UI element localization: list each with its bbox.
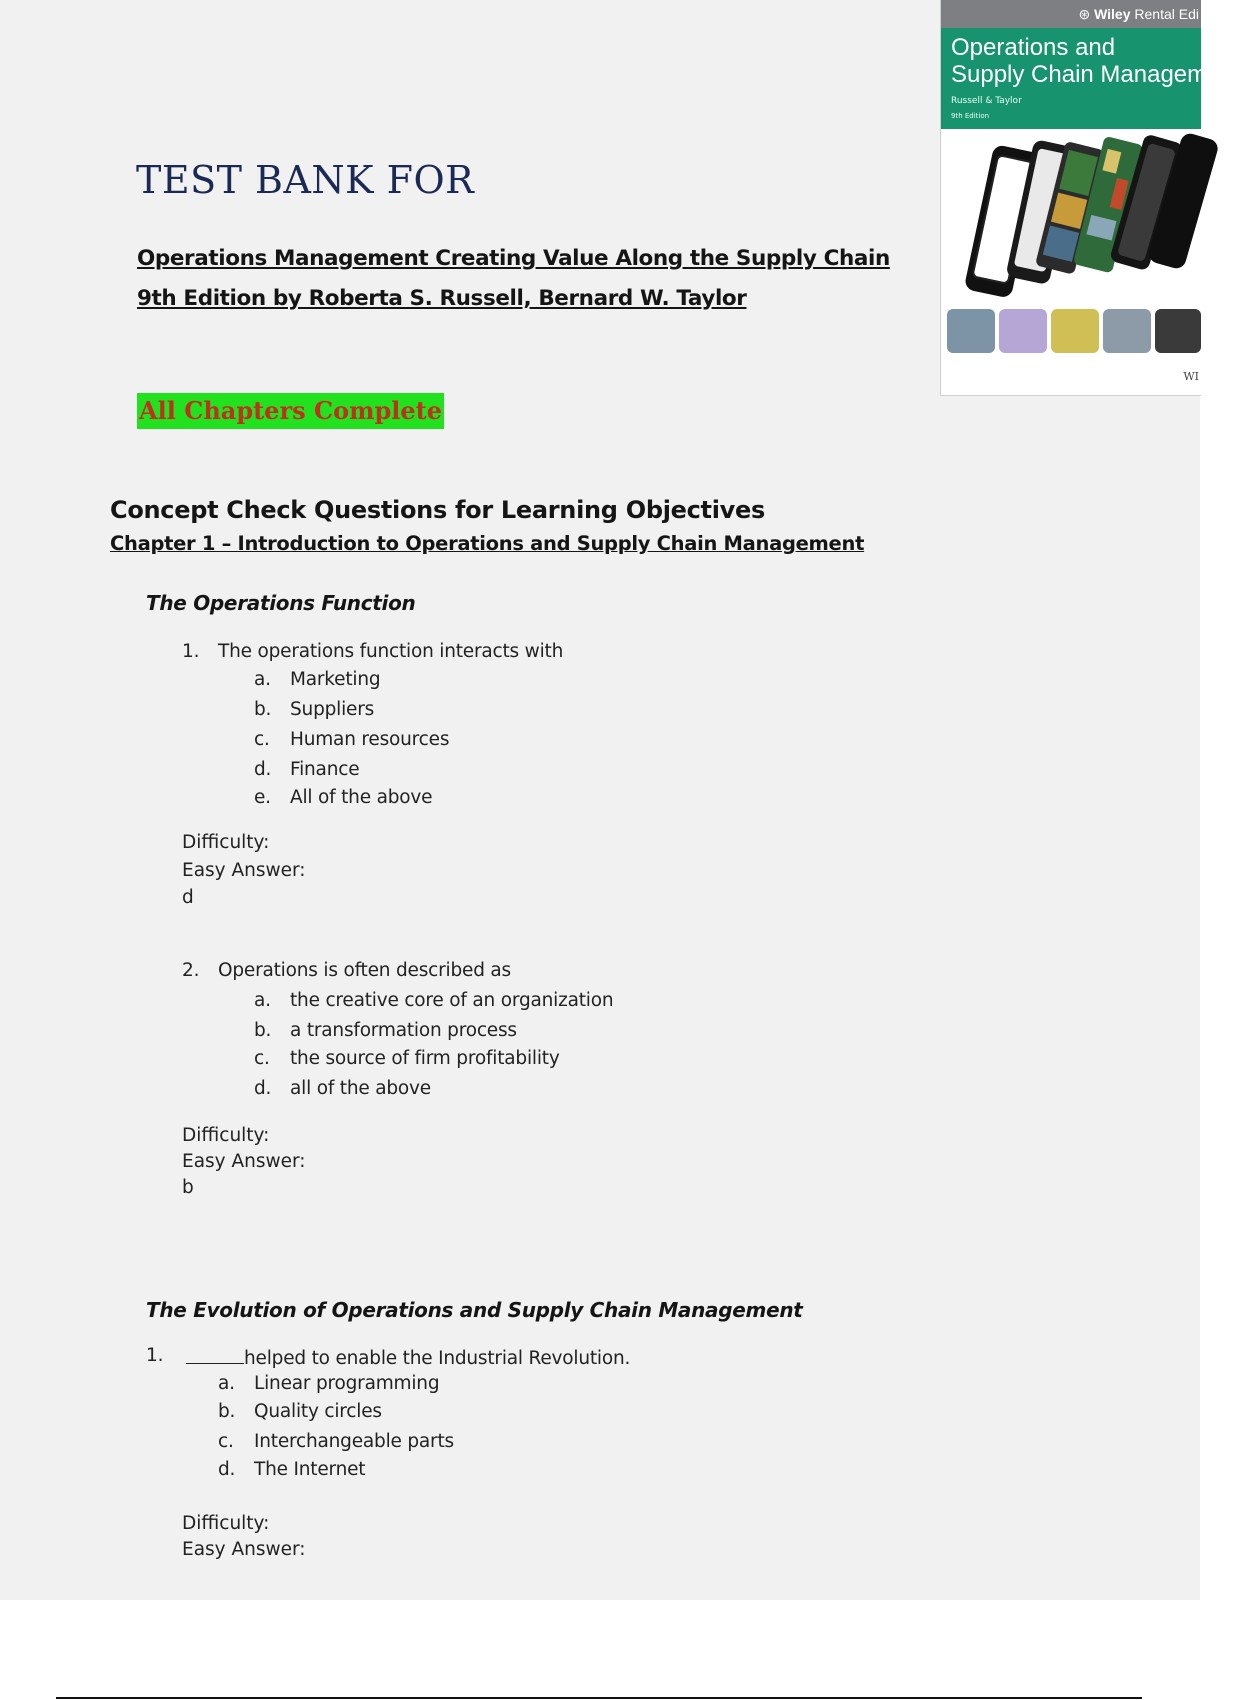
cover-title <box>951 34 1234 88</box>
option-letter: c. <box>254 729 270 750</box>
question-text: Operations is often described as <box>218 960 511 981</box>
cover-publisher-logo <box>1078 6 1199 23</box>
option-letter: e. <box>254 787 271 808</box>
option-text: the creative core of an organization <box>290 990 614 1011</box>
option-letter: b. <box>218 1401 236 1422</box>
option-text: The Internet <box>254 1459 366 1480</box>
chapter-heading: Chapter 1 – Introduction to Operations and Supply Chain Management <box>110 532 865 555</box>
question-number: 2. <box>182 960 200 981</box>
exploded-phone-illustration <box>941 129 1201 395</box>
cover-brand-suffix: Rental Edi <box>1134 6 1199 22</box>
option-text: Interchangeable parts <box>254 1431 454 1452</box>
option-text: Marketing <box>290 669 381 690</box>
option-letter: d. <box>254 1078 272 1099</box>
option-text: a transformation process <box>290 1020 517 1041</box>
cover-title-line1: Operations and <box>951 34 1116 61</box>
option-letter: c. <box>218 1431 234 1452</box>
difficulty-label: Difficulty: <box>182 1125 270 1146</box>
section-title: The Operations Function <box>146 591 416 615</box>
question-number: 1. <box>146 1345 164 1366</box>
difficulty-label: Difficulty: <box>182 832 270 853</box>
cover-corner-text: WI <box>1183 370 1199 383</box>
option-text: All of the above <box>290 787 433 808</box>
cover-author: Russell & Taylor <box>951 96 1022 106</box>
book-title-line2: 9th Edition by Roberta S. Russell, Bernard W. Taylor <box>137 286 747 311</box>
fill-in-blank <box>186 1345 244 1364</box>
option-text: Human resources <box>290 729 450 750</box>
difficulty-label: Difficulty: <box>182 1513 270 1534</box>
option-letter: b. <box>254 699 272 720</box>
book-cover-image <box>940 0 1234 396</box>
option-text: all of the above <box>290 1078 431 1099</box>
question-number: 1. <box>182 641 200 662</box>
wiley-seal-icon: ⊛ <box>1078 6 1091 22</box>
test-bank-heading: TEST BANK FOR <box>136 158 475 202</box>
answer-value: d <box>182 887 194 908</box>
option-letter: a. <box>254 990 271 1011</box>
book-title-line1: Operations Management Creating Value Along the Supply Chain <box>137 246 890 271</box>
option-letter: d. <box>254 759 272 780</box>
option-letter: b. <box>254 1020 272 1041</box>
footer-rule <box>56 1697 1142 1699</box>
answer-label: Easy Answer: <box>182 1151 306 1172</box>
option-text: Quality circles <box>254 1401 382 1422</box>
cover-top-bar <box>941 0 1201 28</box>
section-title: The Evolution of Operations and Supply Chain Management <box>146 1298 803 1322</box>
option-letter: a. <box>254 669 271 690</box>
option-text: Linear programming <box>254 1373 440 1394</box>
all-chapters-highlight: All Chapters Complete <box>137 393 444 429</box>
concept-check-heading: Concept Check Questions for Learning Objectives <box>110 496 765 524</box>
answer-label: Easy Answer: <box>182 1539 306 1560</box>
option-letter: c. <box>254 1048 270 1069</box>
answer-label: Easy Answer: <box>182 860 306 881</box>
cover-brand-name: Wiley <box>1094 6 1131 22</box>
option-letter: d. <box>218 1459 236 1480</box>
answer-value: b <box>182 1177 194 1198</box>
cover-title-band <box>941 28 1234 129</box>
question-text: The operations function interacts with <box>218 641 564 662</box>
option-text: Finance <box>290 759 360 780</box>
option-letter: a. <box>218 1373 235 1394</box>
question-text: helped to enable the Industrial Revolution. <box>244 1348 631 1369</box>
option-text: the source of firm profitability <box>290 1048 560 1069</box>
cover-edition: 9th Edition <box>951 112 990 120</box>
option-text: Suppliers <box>290 699 375 720</box>
cover-title-line2: Supply Chain Managemen <box>951 61 1234 88</box>
